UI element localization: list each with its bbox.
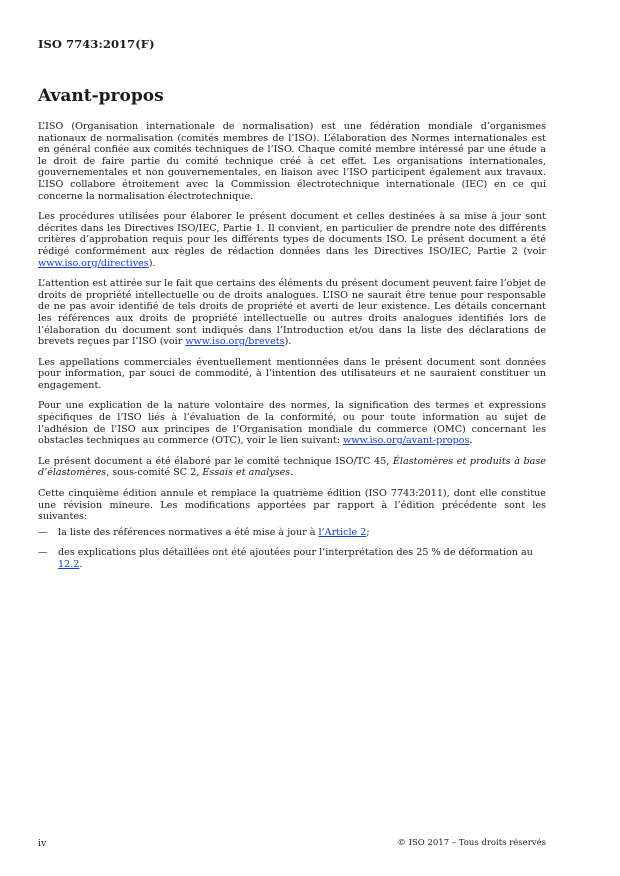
paragraph-committee: [38, 456, 546, 479]
list-item: [38, 547, 546, 570]
clause-12-2-link[interactable]: 12.2: [58, 559, 80, 570]
copyright-notice: © ISO 2017 – Tous droits réservés: [397, 838, 546, 848]
paragraph-edition: Cette cinquième édition annule et remplace la quatrième édition (ISO 7743:2011), dont elle constitue une révision mineure. Les modifications apportées par rapport à l’édition précédente sont les suivantes:: [38, 488, 546, 523]
list-end: .: [79, 559, 83, 570]
list-text: la liste des références normatives a été mise à jour à: [58, 526, 319, 538]
paragraph-text: Les procédures utilisées pour élaborer le présent document et celles destinées à sa mise à jour sont décrites dans les Directives ISO/IEC, Partie 1. Il convient, en particulier de prendre note des différents critères d’approbation requis pour les différents types de documents ISO. Le présent document a été rédigé conformément aux règles de rédaction données dans les Directives ISO/IEC, Partie 2 (voir: [38, 211, 546, 257]
paragraph-procedures: [38, 211, 546, 269]
list-item-text: [58, 527, 370, 539]
paragraph-text: Pour une explication de la nature volontaire des normes, la signification des termes et expressions spécifiques de l’ISO liés à l’évaluation de la conformité, ou pour toute information au sujet de l’adhésion de l’ISO aux principes de l’Organisation mondiale du commerce (OMC) concernant les obstacles techniques au commerce (OTC), voir le lien suivant:: [38, 400, 546, 447]
paragraph-end: ).: [284, 336, 292, 348]
committee-text: Le présent document a été élaboré par le comité technique ISO/TC 45,: [38, 455, 393, 467]
committee-text-2: , sous-comité SC 2,: [106, 467, 203, 479]
page-number: iv: [38, 838, 47, 849]
paragraph-end: .: [469, 435, 473, 447]
list-item: [38, 527, 546, 539]
paragraph-voluntary-nature: [38, 400, 546, 446]
paragraph-iso-intro: L’ISO (Organisation internationale de normalisation) est une fédération mondiale d’organismes nationaux de normalisation (comités membres de l’ISO). L’élaboration des Normes internationales est en général confiée aux comités techniques de l’ISO. Chaque comité membre intéressé par une étude a le droit de faire partie du comité technique créé à cet effet. Les organisations internationales, gouvernementales et non gouvernementales, en liaison avec l’ISO participent également aux travaux. L’ISO collabore étroitement avec la Commission électrotechnique internationale (IEC) en ce qui concerne la normalisation électrotechnique.: [38, 121, 546, 202]
foreword-link[interactable]: www.iso.org/avant-propos: [343, 435, 470, 447]
document-id-header: ISO 7743:2017(F): [38, 37, 155, 51]
subcommittee-title: Essais et analyses: [202, 467, 291, 479]
committee-title: Élastomères et produits à base d’élastomères: [38, 455, 546, 479]
list-item-text: [58, 547, 546, 570]
foreword-body: [38, 121, 546, 580]
dash-bullet: —: [38, 547, 48, 559]
list-text: des explications plus détaillées ont été ajoutées pour l’interprétation des 25 % de déformation au: [58, 547, 533, 559]
paragraph-text: L’attention est attirée sur le fait que certains des éléments du présent document peuvent faire l’objet de droits de propriété intellectuelle ou de droits analogues. L’ISO ne saurait être tenue pour responsable de ne pas avoir identifié de tels droits de propriété et averti de leur existence. Les détails concernant les références aux droits de propriété intellectuelle ou autres droits analogues identifiés lors de l’élaboration du document sont indiqués dans l’Introduction et/ou dans la liste des déclarations de brevets reçues par l’ISO (voir: [38, 278, 546, 348]
paragraph-patents: [38, 278, 546, 348]
paragraph-end: ).: [148, 257, 156, 269]
paragraph-trade-names: Les appellations commerciales éventuellement mentionnées dans le présent document sont données pour information, par souci de commodité, à l’intention des utilisateurs et ne sauraient constituer un engagement.: [38, 356, 546, 391]
patents-link[interactable]: www.iso.org/brevets: [185, 336, 285, 348]
page-title: Avant-propos: [38, 86, 164, 106]
list-end: ;: [366, 526, 370, 538]
directives-link[interactable]: www.iso.org/directives: [38, 257, 149, 269]
article-2-link[interactable]: l’Article 2: [318, 526, 367, 538]
committee-end: .: [290, 467, 294, 479]
dash-bullet: —: [38, 526, 48, 538]
